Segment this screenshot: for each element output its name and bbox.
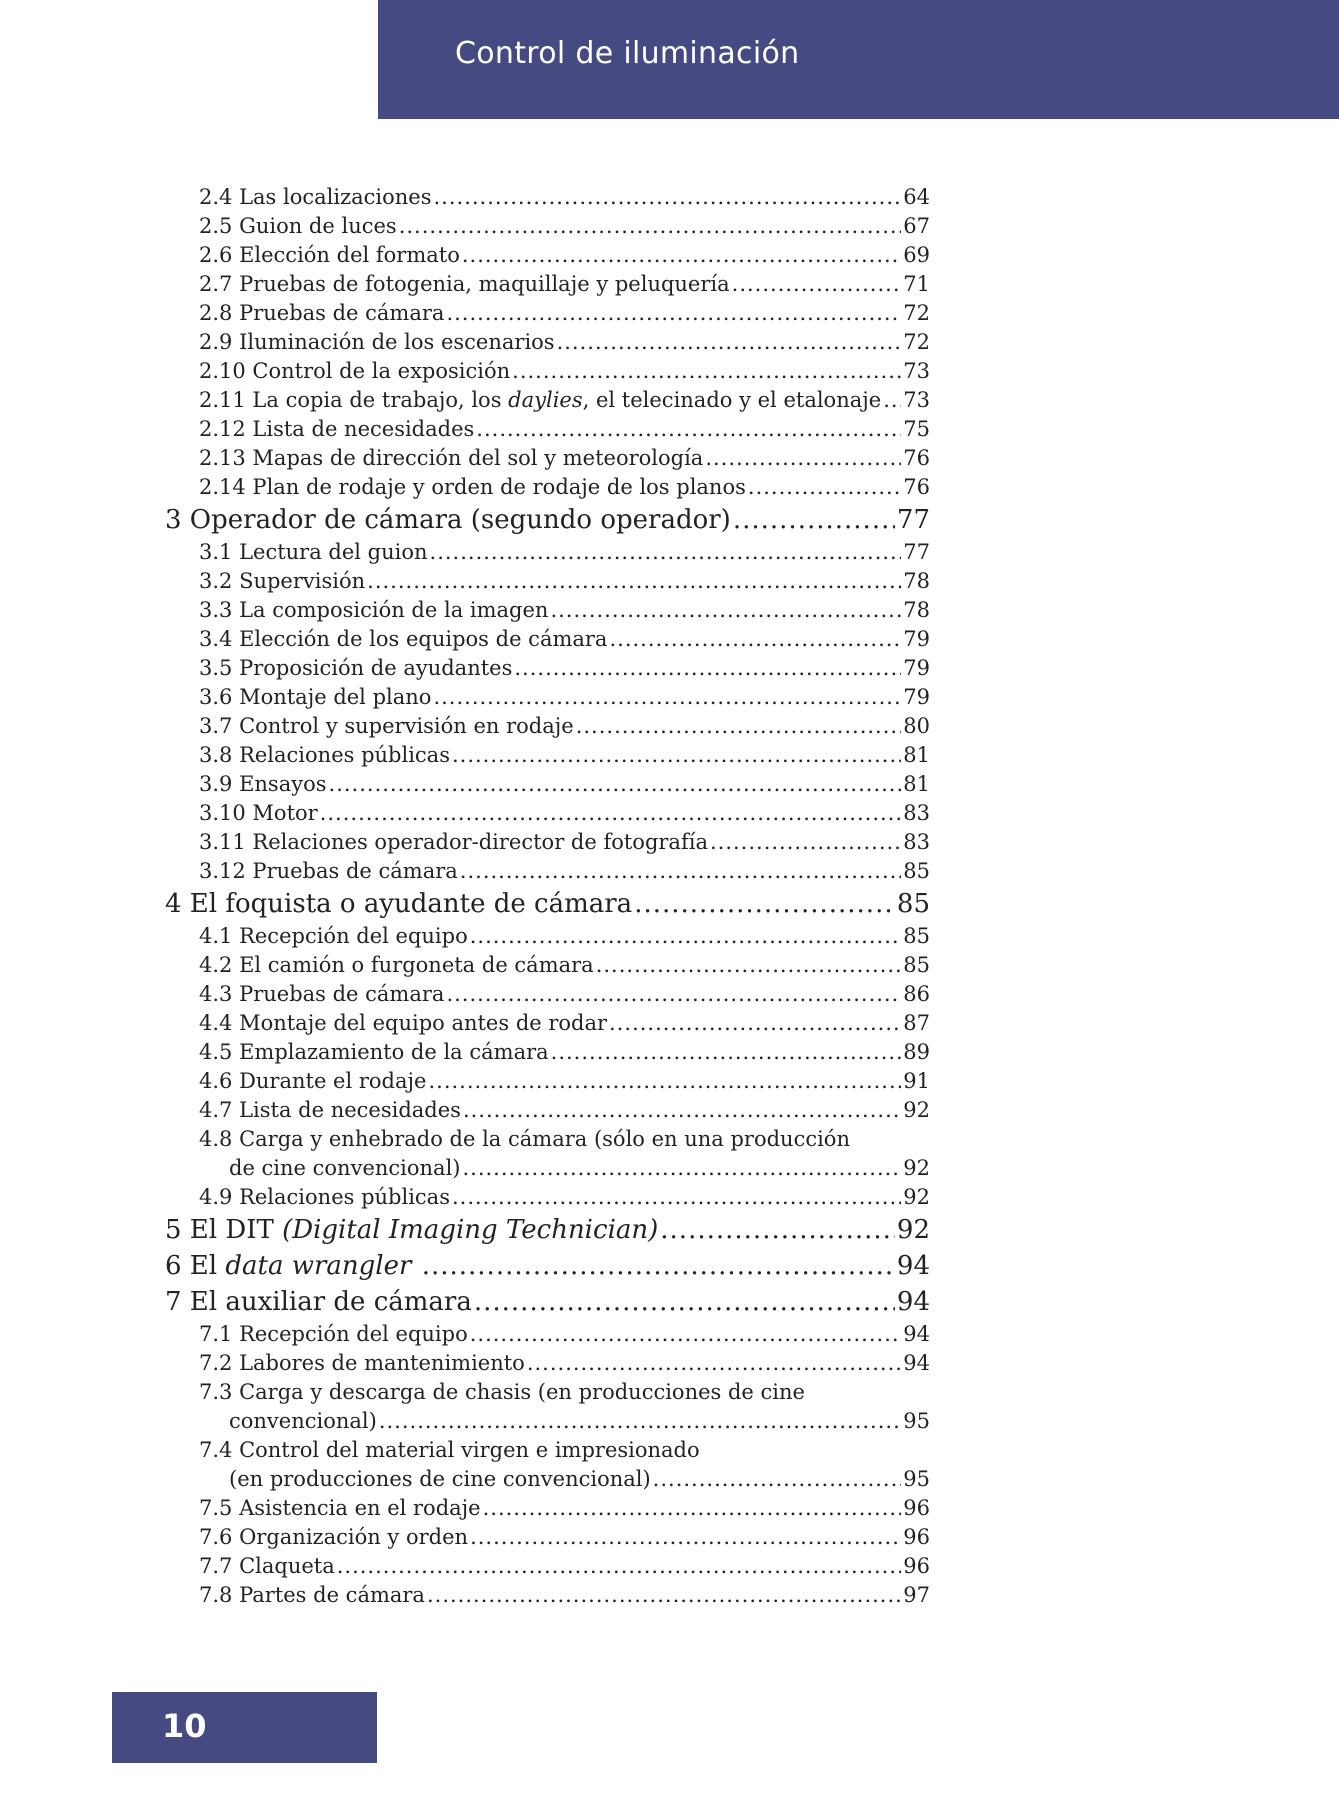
toc-entry-page: 96 <box>903 1525 930 1549</box>
toc-dot-leader <box>883 386 901 415</box>
toc-chapter-entry <box>165 1212 930 1248</box>
toc-entry-title: 4.5 Emplazamiento de la cámara <box>199 1040 549 1064</box>
toc-entry-title: 3.2 Supervisión <box>199 569 366 593</box>
toc-section-entry <box>165 473 930 502</box>
toc-section-entry <box>165 386 930 415</box>
toc-entry-title: (en producciones de cine convencional) <box>229 1467 651 1491</box>
toc-entry-title-italic: daylies <box>508 388 583 412</box>
toc-dot-leader <box>446 980 901 1009</box>
toc-dot-leader <box>434 183 902 212</box>
toc-entry-title: 2.6 Elección del formato <box>199 243 460 267</box>
toc-dot-leader <box>483 1494 902 1523</box>
toc-chapter-entry <box>165 1248 930 1284</box>
toc-dot-leader <box>660 1212 895 1248</box>
toc-entry-page: 92 <box>903 1156 930 1180</box>
toc-dot-leader <box>514 654 901 683</box>
toc-dot-leader <box>596 951 902 980</box>
toc-dot-leader <box>428 1067 901 1096</box>
toc-entry-page: 85 <box>903 953 930 977</box>
toc-dot-leader <box>462 1154 901 1183</box>
toc-dot-leader <box>551 1038 902 1067</box>
toc-entry-page: 72 <box>903 330 930 354</box>
toc-entry-title: 2.4 Las localizaciones <box>199 185 432 209</box>
toc-dot-leader <box>710 828 901 857</box>
toc-entry-page: 78 <box>903 598 930 622</box>
toc-section-entry <box>165 683 930 712</box>
toc-entry-page: 80 <box>903 714 930 738</box>
toc-dot-leader <box>470 1523 901 1552</box>
toc-section-entry <box>165 270 930 299</box>
toc-section-entry <box>165 922 930 951</box>
toc-entry-page: 79 <box>903 656 930 680</box>
toc-dot-leader <box>748 473 901 502</box>
toc-entry-page: 85 <box>896 889 930 919</box>
toc-entry-title <box>165 1212 658 1248</box>
toc-entry-title: 2.14 Plan de rodaje y orden de rodaje de los planos <box>199 475 746 499</box>
toc-entry-page: 97 <box>903 1583 930 1607</box>
toc-entry-page: 79 <box>903 685 930 709</box>
toc-section-entry <box>165 1581 930 1610</box>
toc-entry-page: 79 <box>903 627 930 651</box>
toc-entry-page: 87 <box>903 1011 930 1035</box>
toc-entry-page: 76 <box>903 446 930 470</box>
toc-entry-title-part: 5 El DIT <box>165 1215 283 1245</box>
toc-dot-leader <box>470 922 902 951</box>
toc-entry-title: 7.3 Carga y descarga de chasis (en producciones de cine <box>199 1380 805 1404</box>
toc-entry-page: 96 <box>903 1554 930 1578</box>
toc-section-entry <box>165 1183 930 1212</box>
toc-entry-title-part: 2.11 La copia de trabajo, los <box>199 388 509 412</box>
toc-entry-page: 71 <box>903 272 930 296</box>
toc-section-entry <box>165 1320 930 1349</box>
toc-entry-page: 69 <box>903 243 930 267</box>
toc-dot-leader <box>474 1284 895 1320</box>
toc-section-entry <box>165 1154 930 1183</box>
toc-entry-page: 72 <box>903 301 930 325</box>
toc-dot-leader <box>337 1552 902 1581</box>
toc-entry-title: 3.5 Proposición de ayudantes <box>199 656 513 680</box>
toc-section-entry <box>165 1378 930 1407</box>
toc-dot-leader <box>634 886 895 922</box>
toc-entry-page: 85 <box>903 924 930 948</box>
table-of-contents <box>165 183 930 1610</box>
toc-dot-leader <box>452 1183 901 1212</box>
toc-section-entry <box>165 857 930 886</box>
toc-entry-title: 4.1 Recepción del equipo <box>199 924 468 948</box>
toc-dot-leader <box>576 712 902 741</box>
toc-entry-page: 75 <box>903 417 930 441</box>
toc-section-entry <box>165 1125 930 1154</box>
toc-entry-title: 3.6 Montaje del plano <box>199 685 432 709</box>
toc-entry-page: 83 <box>903 830 930 854</box>
toc-entry-title: 2.5 Guion de luces <box>199 214 397 238</box>
toc-entry-page: 85 <box>903 859 930 883</box>
toc-entry-title: 7 El auxiliar de cámara <box>165 1287 472 1317</box>
toc-dot-leader <box>476 415 901 444</box>
toc-entry-page: 86 <box>903 982 930 1006</box>
toc-entry-title: 4.7 Lista de necesidades <box>199 1098 461 1122</box>
toc-entry-title: 2.13 Mapas de dirección del sol y meteorología <box>199 446 704 470</box>
toc-section-entry <box>165 1009 930 1038</box>
toc-entry-page: 94 <box>896 1251 930 1281</box>
footer-band <box>112 1692 377 1763</box>
toc-entry-page: 94 <box>903 1351 930 1375</box>
toc-entry-title-part <box>411 1251 419 1281</box>
toc-entry-title: 3.7 Control y supervisión en rodaje <box>199 714 574 738</box>
toc-dot-leader <box>609 1009 901 1038</box>
toc-section-entry <box>165 1494 930 1523</box>
toc-entry-title-italic: data wrangler <box>225 1251 412 1281</box>
running-header-title: Control de iluminación <box>455 36 800 71</box>
toc-entry-title: 4 El foquista o ayudante de cámara <box>165 889 633 919</box>
toc-chapter-entry <box>165 1284 930 1320</box>
toc-dot-leader <box>462 241 901 270</box>
toc-chapter-entry <box>165 502 930 538</box>
toc-section-entry <box>165 1552 930 1581</box>
toc-entry-title: de cine convencional) <box>229 1156 461 1180</box>
toc-entry-title-part: , el telecinado y el etalonaje <box>582 388 882 412</box>
toc-entry-title <box>165 1248 420 1284</box>
toc-entry-title: 3 Operador de cámara (segundo operador) <box>165 505 731 535</box>
toc-entry-title: 3.3 La composición de la imagen <box>199 598 549 622</box>
toc-dot-leader <box>329 770 902 799</box>
toc-dot-leader <box>320 799 902 828</box>
toc-section-entry <box>165 654 930 683</box>
toc-entry-page: 89 <box>903 1040 930 1064</box>
toc-dot-leader <box>557 328 902 357</box>
toc-section-entry <box>165 183 930 212</box>
toc-entry-title: 7.2 Labores de mantenimiento <box>199 1351 525 1375</box>
toc-entry-page: 83 <box>903 801 930 825</box>
toc-section-entry <box>165 596 930 625</box>
toc-dot-leader <box>512 357 901 386</box>
toc-section-entry <box>165 328 930 357</box>
toc-entry-title: convencional) <box>229 1409 377 1433</box>
toc-dot-leader <box>433 683 901 712</box>
toc-entry-title-italic: (Digital Imaging Technician) <box>282 1215 659 1245</box>
toc-entry-page: 92 <box>903 1185 930 1209</box>
page-number: 10 <box>162 1707 207 1745</box>
toc-section-entry <box>165 1096 930 1125</box>
toc-section-entry <box>165 980 930 1009</box>
toc-entry-page: 95 <box>903 1409 930 1433</box>
toc-entry-title: 4.6 Durante el rodaje <box>199 1069 427 1093</box>
toc-section-entry <box>165 1465 930 1494</box>
toc-entry-page: 94 <box>903 1322 930 1346</box>
toc-section-entry <box>165 951 930 980</box>
toc-dot-leader <box>550 596 901 625</box>
toc-entry-title: 4.4 Montaje del equipo antes de rodar <box>199 1011 608 1035</box>
toc-section-entry <box>165 1038 930 1067</box>
toc-dot-leader <box>379 1407 901 1436</box>
toc-entry-page: 73 <box>903 359 930 383</box>
toc-entry-title: 4.9 Relaciones públicas <box>199 1185 450 1209</box>
toc-entry-page: 64 <box>903 185 930 209</box>
toc-section-entry <box>165 828 930 857</box>
toc-dot-leader <box>733 502 895 538</box>
toc-dot-leader <box>452 741 901 770</box>
toc-entry-title <box>199 386 881 415</box>
toc-entry-page: 67 <box>903 214 930 238</box>
toc-entry-title: 2.8 Pruebas de cámara <box>199 301 445 325</box>
toc-entry-title: 2.12 Lista de necesidades <box>199 417 475 441</box>
toc-section-entry <box>165 415 930 444</box>
toc-entry-title: 7.5 Asistencia en el rodaje <box>199 1496 481 1520</box>
toc-dot-leader <box>367 567 901 596</box>
toc-dot-leader <box>399 212 902 241</box>
header-band <box>378 0 1339 119</box>
toc-dot-leader <box>653 1465 902 1494</box>
toc-entry-title: 4.3 Pruebas de cámara <box>199 982 445 1006</box>
toc-entry-title: 7.4 Control del material virgen e impresionado <box>199 1438 700 1462</box>
toc-dot-leader <box>460 857 901 886</box>
toc-dot-leader <box>705 444 901 473</box>
toc-dot-leader <box>609 625 901 654</box>
toc-section-entry <box>165 567 930 596</box>
toc-dot-leader <box>463 1096 901 1125</box>
toc-entry-title: 3.11 Relaciones operador-director de fotografía <box>199 830 708 854</box>
toc-entry-title: 3.12 Pruebas de cámara <box>199 859 458 883</box>
toc-chapter-entry <box>165 886 930 922</box>
toc-dot-leader <box>422 1248 895 1284</box>
toc-entry-page: 94 <box>896 1287 930 1317</box>
toc-entry-title: 7.7 Claqueta <box>199 1554 335 1578</box>
toc-entry-page: 77 <box>903 540 930 564</box>
toc-entry-title: 3.9 Ensayos <box>199 772 327 796</box>
toc-section-entry <box>165 625 930 654</box>
toc-entry-title: 4.2 El camión o furgoneta de cámara <box>199 953 594 977</box>
toc-entry-title: 2.7 Pruebas de fotogenia, maquillaje y peluquería <box>199 272 730 296</box>
toc-dot-leader <box>470 1320 902 1349</box>
toc-section-entry <box>165 770 930 799</box>
toc-section-entry <box>165 1349 930 1378</box>
toc-section-entry <box>165 799 930 828</box>
toc-section-entry <box>165 1407 930 1436</box>
toc-section-entry <box>165 444 930 473</box>
toc-entry-page: 96 <box>903 1496 930 1520</box>
toc-section-entry <box>165 538 930 567</box>
toc-entry-page: 95 <box>903 1467 930 1491</box>
toc-entry-page: 73 <box>903 388 930 412</box>
toc-dot-leader <box>430 538 902 567</box>
toc-entry-page: 91 <box>903 1069 930 1093</box>
toc-section-entry <box>165 741 930 770</box>
toc-entry-title: 4.8 Carga y enhebrado de la cámara (sólo en una producción <box>199 1127 850 1151</box>
toc-dot-leader <box>527 1349 901 1378</box>
toc-entry-page: 78 <box>903 569 930 593</box>
toc-section-entry <box>165 1436 930 1465</box>
toc-entry-page: 92 <box>896 1215 930 1245</box>
toc-entry-title: 2.10 Control de la exposición <box>199 359 511 383</box>
toc-entry-title: 7.6 Organización y orden <box>199 1525 469 1549</box>
toc-entry-page: 81 <box>903 743 930 767</box>
toc-dot-leader <box>446 299 901 328</box>
toc-section-entry <box>165 1067 930 1096</box>
toc-section-entry <box>165 299 930 328</box>
toc-entry-title: 7.1 Recepción del equipo <box>199 1322 468 1346</box>
toc-entry-title: 3.8 Relaciones públicas <box>199 743 450 767</box>
toc-section-entry <box>165 241 930 270</box>
toc-entry-title: 7.8 Partes de cámara <box>199 1583 425 1607</box>
toc-dot-leader <box>427 1581 901 1610</box>
toc-entry-page: 92 <box>903 1098 930 1122</box>
toc-entry-title: 2.9 Iluminación de los escenarios <box>199 330 555 354</box>
toc-entry-page: 81 <box>903 772 930 796</box>
toc-entry-title-part: 6 El <box>165 1251 226 1281</box>
toc-entry-title: 3.10 Motor <box>199 801 318 825</box>
toc-section-entry <box>165 212 930 241</box>
toc-entry-page: 76 <box>903 475 930 499</box>
toc-entry-title: 3.1 Lectura del guion <box>199 540 428 564</box>
toc-entry-page: 77 <box>896 505 930 535</box>
toc-entry-title: 3.4 Elección de los equipos de cámara <box>199 627 608 651</box>
toc-dot-leader <box>732 270 902 299</box>
toc-section-entry <box>165 357 930 386</box>
toc-section-entry <box>165 712 930 741</box>
toc-section-entry <box>165 1523 930 1552</box>
